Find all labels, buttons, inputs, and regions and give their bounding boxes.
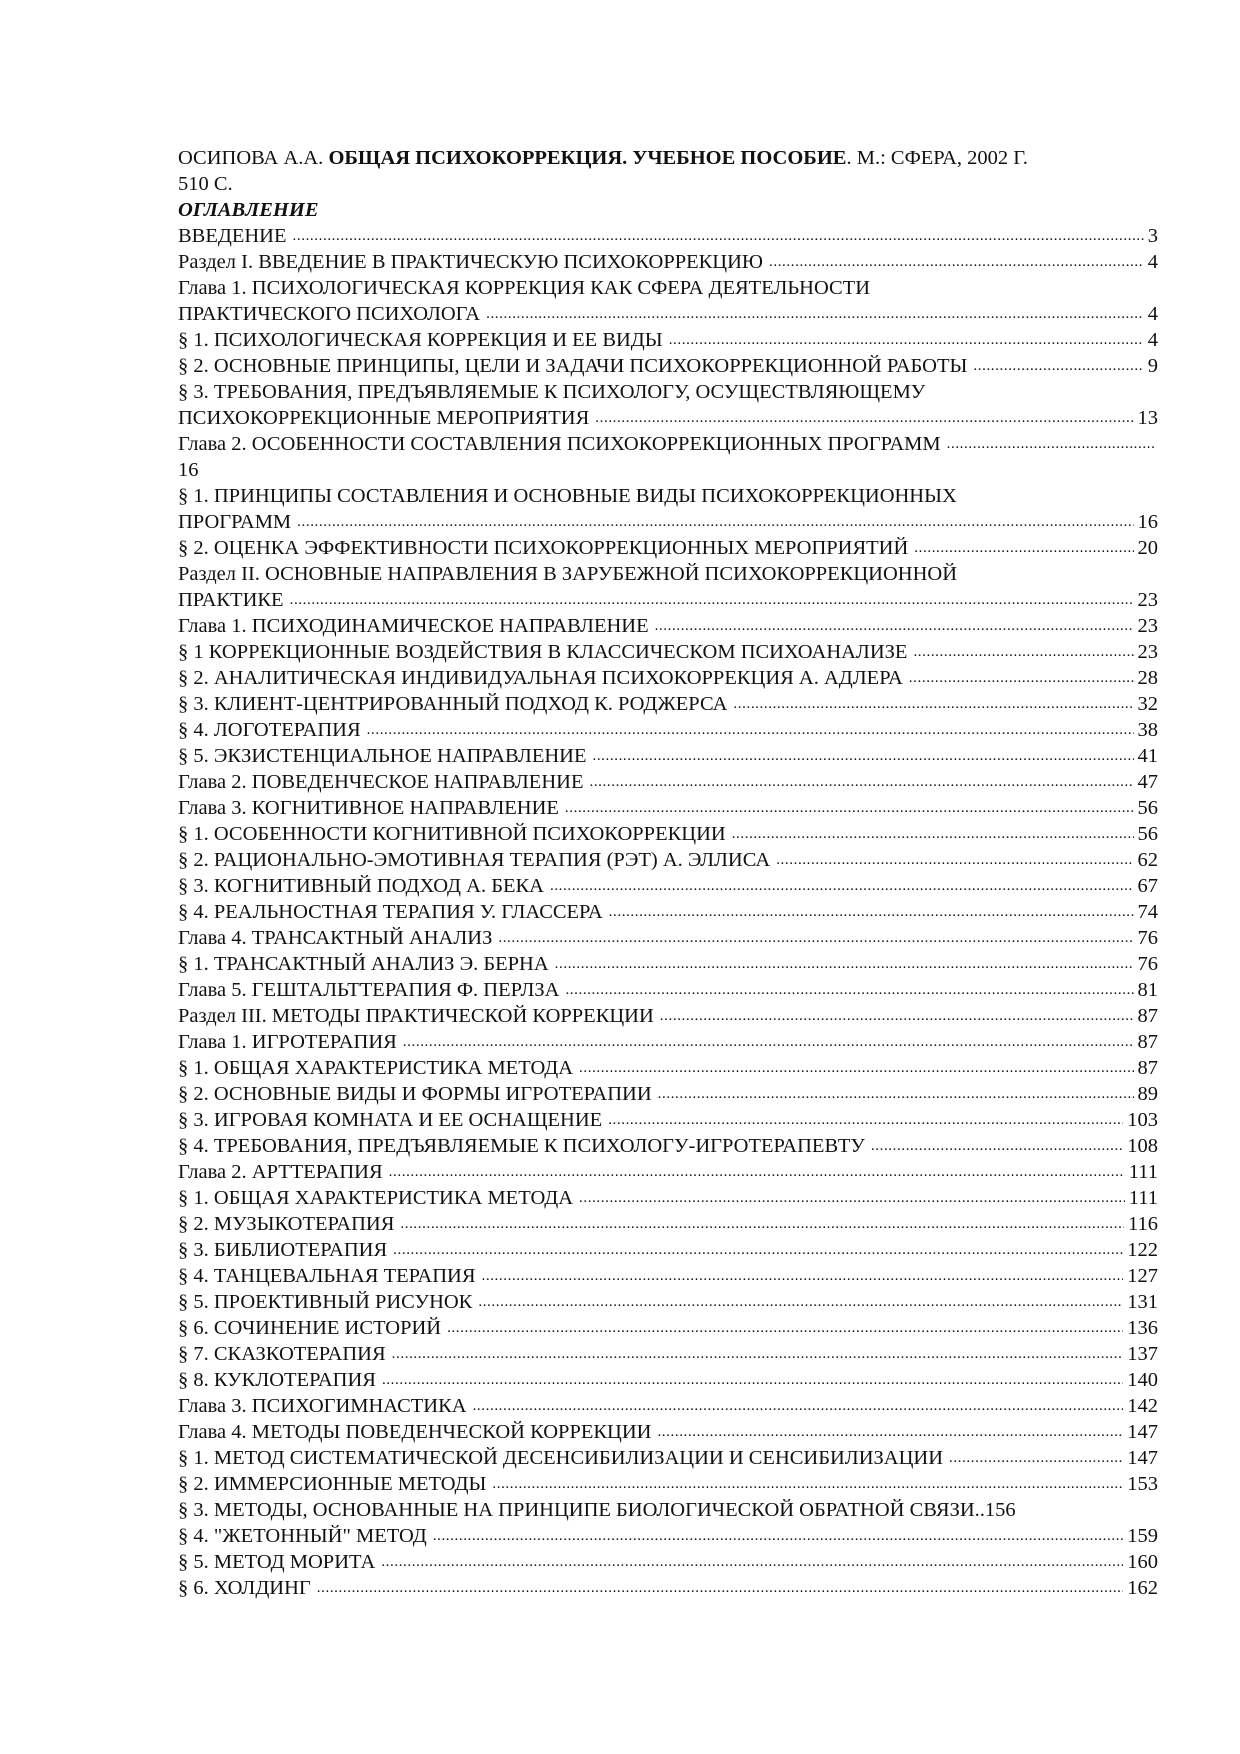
dot-leader — [589, 769, 1133, 795]
publication-info: . М.: СФЕРА, 2002 Г. — [846, 147, 1028, 169]
toc-entry-row — [178, 1081, 1158, 1107]
toc-entry-title: Глава 5. ГЕШТАЛЬТТЕРАПИЯ Ф. ПЕРЛЗА — [178, 979, 560, 1001]
dot-leader — [381, 1549, 1123, 1575]
toc-entry — [178, 353, 1158, 379]
toc-entry-title: § 2. ОСНОВНЫЕ ВИДЫ И ФОРМЫ ИГРОТЕРАПИИ — [178, 1083, 652, 1105]
toc-entry-row — [178, 639, 1158, 665]
toc-entry-page: 23 — [1137, 589, 1158, 611]
toc-entry-page: 137 — [1127, 1343, 1158, 1365]
dot-leader — [290, 587, 1134, 613]
dot-leader — [769, 249, 1144, 275]
toc-entry-row — [178, 821, 1158, 847]
dot-leader — [297, 509, 1133, 535]
toc-entry-row — [178, 925, 1158, 951]
toc-entry-page: 23 — [1137, 615, 1158, 637]
toc-entry-row — [178, 431, 1158, 457]
toc-entry-title: ПРАКТИЧЕСКОГО ПСИХОЛОГА — [178, 303, 481, 325]
toc-entry — [178, 743, 1158, 769]
toc-entry-row — [178, 951, 1158, 977]
toc-entry-row — [178, 1471, 1158, 1497]
toc-entry-title-line1: Глава 1. ПСИХОЛОГИЧЕСКАЯ КОРРЕКЦИЯ КАК СФЕРА ДЕЯТЕЛЬНОСТИ — [178, 277, 870, 299]
dot-leader — [293, 223, 1144, 249]
dot-leader — [733, 691, 1133, 717]
toc-entry-page: 147 — [1127, 1421, 1158, 1443]
dot-leader — [973, 353, 1143, 379]
toc-entry — [178, 847, 1158, 873]
toc-entry-page: 153 — [1127, 1473, 1158, 1495]
dot-leader — [871, 1133, 1123, 1159]
toc-entry-title: § 3. ИГРОВАЯ КОМНАТА И ЕЕ ОСНАЩЕНИЕ — [178, 1109, 603, 1131]
toc-entry-page: 136 — [1127, 1317, 1158, 1339]
toc-entry-row — [178, 977, 1158, 1003]
toc-entry-page: 147 — [1127, 1447, 1158, 1469]
page-content — [178, 145, 1158, 1601]
toc-entry — [178, 483, 1158, 535]
toc-entry-page: 28 — [1137, 667, 1158, 689]
toc-entry — [178, 1003, 1158, 1029]
toc-entry-title: § 1. МЕТОД СИСТЕМАТИЧЕСКОЙ ДЕСЕНСИБИЛИЗАЦИИ И СЕНСИБИЛИЗАЦИИ — [178, 1447, 943, 1469]
dot-leader — [550, 873, 1134, 899]
toc-entry-row — [178, 509, 1158, 535]
toc-entry-title: Раздел I. ВВЕДЕНИЕ В ПРАКТИЧЕСКУЮ ПСИХОКОРРЕКЦИЮ — [178, 251, 763, 273]
toc-entry — [178, 1393, 1158, 1419]
toc-entry-title: Глава 2. ПОВЕДЕНЧЕСКОЕ НАПРАВЛЕНИЕ — [178, 771, 584, 793]
toc-entry-row — [178, 847, 1158, 873]
toc-entry-page: 89 — [1137, 1083, 1158, 1105]
toc-entry-row — [178, 1159, 1158, 1185]
toc-entry — [178, 249, 1158, 275]
toc-entry-row — [178, 249, 1158, 275]
toc-entry-row — [178, 769, 1158, 795]
toc-entry-page: 16 — [178, 459, 199, 481]
toc-entry-title: § 2. ОСНОВНЫЕ ПРИНЦИПЫ, ЦЕЛИ И ЗАДАЧИ ПСИХОКОРРЕКЦИОННОЙ РАБОТЫ — [178, 355, 968, 377]
toc-entry-page: 20 — [1137, 537, 1158, 559]
dot-leader — [382, 1367, 1123, 1393]
toc-entry-title: § 1. ОСОБЕННОСТИ КОГНИТИВНОЙ ПСИХОКОРРЕКЦИИ — [178, 823, 726, 845]
toc-entry-page: 142 — [1127, 1395, 1158, 1417]
toc-entry-row — [178, 301, 1158, 327]
toc-heading: ОГЛАВЛЕНИЕ — [178, 199, 319, 221]
toc-entry-page: 76 — [1137, 927, 1158, 949]
toc-entry — [178, 1523, 1158, 1549]
toc-entry-row — [178, 613, 1158, 639]
dot-leader — [447, 1315, 1123, 1341]
toc-entry — [178, 1185, 1158, 1211]
toc-entry-row — [178, 1549, 1158, 1575]
toc-entry-row — [178, 405, 1158, 431]
toc-entry — [178, 1341, 1158, 1367]
dot-leader — [389, 1159, 1125, 1185]
toc-entry-page: 16 — [1137, 511, 1158, 533]
toc-entry — [178, 379, 1158, 431]
toc-entry-row — [178, 1185, 1158, 1211]
toc-entry — [178, 951, 1158, 977]
toc-entry-page: 162 — [1127, 1577, 1158, 1599]
toc-entry — [178, 795, 1158, 821]
toc-entry — [178, 1497, 1158, 1523]
toc-entry-page: 4 — [1147, 303, 1158, 325]
toc-entry — [178, 1107, 1158, 1133]
dot-leader — [669, 327, 1144, 353]
dot-leader — [658, 1081, 1134, 1107]
dot-leader — [473, 1393, 1124, 1419]
toc-entry-title: § 3. КОГНИТИВНЫЙ ПОДХОД А. БЕКА — [178, 875, 544, 897]
toc-entry — [178, 1471, 1158, 1497]
toc-entry-row — [178, 1289, 1158, 1315]
bibliographic-header — [178, 145, 1158, 197]
toc-entry — [178, 1133, 1158, 1159]
toc-entry-page: 111 — [1128, 1161, 1158, 1183]
toc-entry-row — [178, 1029, 1158, 1055]
dot-leader — [317, 1575, 1123, 1601]
dot-leader — [660, 1003, 1134, 1029]
toc-entry-title: § 5. ЭКЗИСТЕНЦИАЛЬНОЕ НАПРАВЛЕНИЕ — [178, 745, 587, 767]
toc-entry-page: 87 — [1137, 1057, 1158, 1079]
toc-entry-title: Глава 4. МЕТОДЫ ПОВЕДЕНЧЕСКОЙ КОРРЕКЦИИ — [178, 1421, 652, 1443]
toc-entry-row — [178, 587, 1158, 613]
toc-entry-row — [178, 899, 1158, 925]
toc-entry-title: Раздел III. МЕТОДЫ ПРАКТИЧЕСКОЙ КОРРЕКЦИИ — [178, 1005, 654, 1027]
toc-entry-title: Глава 2. АРТТЕРАПИЯ — [178, 1161, 383, 1183]
toc-entry-page: 76 — [1137, 953, 1158, 975]
toc-entry-title: Глава 3. ПСИХОГИМНАСТИКА — [178, 1395, 467, 1417]
toc-entry-title: Глава 2. ОСОБЕННОСТИ СОСТАВЛЕНИЯ ПСИХОКОРРЕКЦИОННЫХ ПРОГРАММ — [178, 433, 941, 455]
dot-leader — [913, 639, 1133, 665]
toc-entry — [178, 561, 1158, 613]
toc-entry-page: 156 — [984, 1499, 1016, 1521]
toc-entry-row — [178, 665, 1158, 691]
toc-entry-page: 4 — [1147, 329, 1158, 351]
toc-entry-page: 38 — [1137, 719, 1158, 741]
toc-entry-page: 3 — [1147, 225, 1158, 247]
toc-entry-title: § 3. МЕТОДЫ, ОСНОВАННЫЕ НА ПРИНЦИПЕ БИОЛОГИЧЕСКОЙ ОБРАТНОЙ СВЯЗИ.. — [178, 1499, 985, 1521]
dot-leader — [565, 977, 1133, 1003]
toc-entry-row — [178, 1133, 1158, 1159]
toc-entry-title: § 5. ПРОЕКТИВНЫЙ РИСУНОК — [178, 1291, 473, 1313]
toc-entry-page: 140 — [1127, 1369, 1158, 1391]
toc-entry-title: Глава 1. ПСИХОДИНАМИЧЕСКОЕ НАПРАВЛЕНИЕ — [178, 615, 649, 637]
toc-entry-title-line1: Раздел II. ОСНОВНЫЕ НАПРАВЛЕНИЯ В ЗАРУБЕЖНОЙ ПСИХОКОРРЕКЦИОННОЙ — [178, 563, 957, 585]
dot-leader — [655, 613, 1134, 639]
toc-entry-row — [178, 1263, 1158, 1289]
toc-entry-page: 103 — [1127, 1109, 1158, 1131]
toc-entry-title: § 8. КУКЛОТЕРАПИЯ — [178, 1369, 376, 1391]
dot-leader — [657, 1419, 1123, 1445]
toc-entry-page: 41 — [1137, 745, 1158, 767]
toc-entry — [178, 1055, 1158, 1081]
toc-entry-row — [178, 223, 1158, 249]
toc-entry-title: § 2. ИММЕРСИОННЫЕ МЕТОДЫ — [178, 1473, 487, 1495]
dot-leader — [776, 847, 1133, 873]
toc-entry-page: 108 — [1127, 1135, 1158, 1157]
toc-entry-title: § 1. ОБЩАЯ ХАРАКТЕРИСТИКА МЕТОДА — [178, 1057, 574, 1079]
toc-entry-row — [178, 535, 1158, 561]
toc-entry-row — [178, 1055, 1158, 1081]
toc-entry — [178, 223, 1158, 249]
toc-entry-title: § 1. ПСИХОЛОГИЧЕСКАЯ КОРРЕКЦИЯ И ЕЕ ВИДЫ — [178, 329, 663, 351]
dot-leader — [367, 717, 1134, 743]
dot-leader — [947, 431, 1154, 457]
toc-entry — [178, 1367, 1158, 1393]
toc-entry-row — [178, 353, 1158, 379]
dot-leader — [400, 1211, 1124, 1237]
toc-entry-row — [178, 717, 1158, 743]
toc-entry-title: § 4. ТАНЦЕВАЛЬНАЯ ТЕРАПИЯ — [178, 1265, 476, 1287]
toc-entry-title: § 5. МЕТОД МОРИТА — [178, 1551, 376, 1573]
toc-entry-title: § 6. СОЧИНЕНИЕ ИСТОРИЙ — [178, 1317, 442, 1339]
toc-entry — [178, 639, 1158, 665]
dot-leader — [478, 1289, 1123, 1315]
toc-entry-row — [178, 1523, 1158, 1549]
toc-entry-row — [178, 1315, 1158, 1341]
toc-entry-title: ПСИХОКОРРЕКЦИОННЫЕ МЕРОПРИЯТИЯ — [178, 407, 590, 429]
toc-entry-page: 56 — [1137, 797, 1158, 819]
toc-entry-row — [178, 691, 1158, 717]
toc-entry — [178, 431, 1158, 483]
toc-entry — [178, 1315, 1158, 1341]
dot-leader — [498, 925, 1133, 951]
toc-entry-title: § 2. АНАЛИТИЧЕСКАЯ ИНДИВИДУАЛЬНАЯ ПСИХОКОРРЕКЦИЯ А. АДЛЕРА — [178, 667, 903, 689]
dot-leader — [608, 1107, 1123, 1133]
toc-entry-page: 122 — [1127, 1239, 1158, 1261]
toc-entry-title: § 1. ОБЩАЯ ХАРАКТЕРИСТИКА МЕТОДА — [178, 1187, 574, 1209]
dot-leader — [403, 1029, 1134, 1055]
toc-entry-page: 87 — [1137, 1005, 1158, 1027]
toc-entry-title: ПРОГРАММ — [178, 511, 292, 533]
toc-entry-row — [178, 743, 1158, 769]
toc-entry — [178, 1263, 1158, 1289]
dot-leader — [482, 1263, 1124, 1289]
toc-entry-title: § 2. ОЦЕНКА ЭФФЕКТИВНОСТИ ПСИХОКОРРЕКЦИОННЫХ МЕРОПРИЯТИЙ — [178, 537, 909, 559]
toc-entry-page: 47 — [1137, 771, 1158, 793]
toc-entry-title: § 3. БИБЛИОТЕРАПИЯ — [178, 1239, 388, 1261]
toc-entry — [178, 821, 1158, 847]
toc-entry — [178, 899, 1158, 925]
book-title: ОБЩАЯ ПСИХОКОРРЕКЦИЯ. УЧЕБНОЕ ПОСОБИЕ — [328, 147, 847, 169]
toc-entry-title: § 1. ТРАНСАКТНЫЙ АНАЛИЗ Э. БЕРНА — [178, 953, 549, 975]
toc-entry-row — [178, 1367, 1158, 1393]
dot-leader — [492, 1471, 1123, 1497]
dot-leader — [579, 1055, 1133, 1081]
toc-entry-page: 56 — [1137, 823, 1158, 845]
dot-leader — [914, 535, 1133, 561]
page-count: 510 С. — [178, 173, 233, 195]
toc-entry-page: 67 — [1137, 875, 1158, 897]
toc-entry-title: Глава 1. ИГРОТЕРАПИЯ — [178, 1031, 397, 1053]
toc-entry — [178, 1289, 1158, 1315]
toc-entry — [178, 1081, 1158, 1107]
toc-entry-page: 9 — [1147, 355, 1158, 377]
toc-entry — [178, 275, 1158, 327]
toc-entry-row — [178, 1003, 1158, 1029]
toc-entry-row — [178, 1393, 1158, 1419]
toc-entry — [178, 691, 1158, 717]
dot-leader — [393, 1237, 1123, 1263]
toc-entry-title: Глава 4. ТРАНСАКТНЫЙ АНАЛИЗ — [178, 927, 493, 949]
toc-entry — [178, 1237, 1158, 1263]
dot-leader — [732, 821, 1134, 847]
dot-leader — [565, 795, 1134, 821]
toc-entry-title: § 6. ХОЛДИНГ — [178, 1577, 311, 1599]
toc-entry-title: ВВЕДЕНИЕ — [178, 225, 287, 247]
toc-entry-page: 4 — [1147, 251, 1158, 273]
toc-entry-page: 159 — [1127, 1525, 1158, 1547]
toc-entry — [178, 1445, 1158, 1471]
toc-entry-page: 116 — [1128, 1213, 1158, 1235]
toc-entry-page: 81 — [1137, 979, 1158, 1001]
toc-entry-row — [178, 1445, 1158, 1471]
toc-entry-row — [178, 873, 1158, 899]
toc-entry-title: § 4. РЕАЛЬНОСТНАЯ ТЕРАПИЯ У. ГЛАССЕРА — [178, 901, 603, 923]
toc-entry-title: § 4. ТРЕБОВАНИЯ, ПРЕДЪЯВЛЯЕМЫЕ К ПСИХОЛОГУ-ИГРОТЕРАПЕВТУ — [178, 1135, 865, 1157]
toc-entry — [178, 1029, 1158, 1055]
dot-leader — [579, 1185, 1125, 1211]
toc-entry-title: ПРАКТИКЕ — [178, 589, 284, 611]
toc-entry — [178, 717, 1158, 743]
toc-entry — [178, 873, 1158, 899]
dot-leader — [909, 665, 1134, 691]
toc-entry-row — [178, 327, 1158, 353]
toc-entry — [178, 1419, 1158, 1445]
toc-entry-title: § 7. СКАЗКОТЕРАПИЯ — [178, 1343, 386, 1365]
dot-leader — [555, 951, 1134, 977]
toc-entry — [178, 613, 1158, 639]
toc-entry-page: 131 — [1127, 1291, 1158, 1313]
toc-entry-title: § 1 КОРРЕКЦИОННЫЕ ВОЗДЕЙСТВИЯ В КЛАССИЧЕСКОМ ПСИХОАНАЛИЗЕ — [178, 641, 908, 663]
toc-entry-page: 111 — [1128, 1187, 1158, 1209]
toc-entry-title: Глава 3. КОГНИТИВНОЕ НАПРАВЛЕНИЕ — [178, 797, 559, 819]
dot-leader — [486, 301, 1144, 327]
toc-entry-row — [178, 1341, 1158, 1367]
toc-entry-row — [178, 1107, 1158, 1133]
toc-entry-row — [178, 795, 1158, 821]
toc-entry-page: 23 — [1137, 641, 1158, 663]
toc-entry-title-line1: § 1. ПРИНЦИПЫ СОСТАВЛЕНИЯ И ОСНОВНЫЕ ВИДЫ ПСИХОКОРРЕКЦИОННЫХ — [178, 485, 957, 507]
toc-entry-row — [178, 1237, 1158, 1263]
toc-entry-title-line1: § 3. ТРЕБОВАНИЯ, ПРЕДЪЯВЛЯЕМЫЕ К ПСИХОЛОГУ, ОСУЩЕСТВЛЯЮЩЕМУ — [178, 381, 926, 403]
toc-entry — [178, 1575, 1158, 1601]
dot-leader — [949, 1445, 1123, 1471]
dot-leader — [609, 899, 1134, 925]
toc-entry — [178, 665, 1158, 691]
toc-entry — [178, 925, 1158, 951]
toc-entry — [178, 1159, 1158, 1185]
toc-entry-page: 160 — [1127, 1551, 1158, 1573]
toc-entry-page: 13 — [1137, 407, 1158, 429]
toc-entry-title: § 2. МУЗЫКОТЕРАПИЯ — [178, 1213, 395, 1235]
toc-entry-title: § 2. РАЦИОНАЛЬНО-ЭМОТИВНАЯ ТЕРАПИЯ (РЭТ) А. ЭЛЛИСА — [178, 849, 771, 871]
toc-entry — [178, 1549, 1158, 1575]
toc-entry — [178, 327, 1158, 353]
toc-entry-row — [178, 1211, 1158, 1237]
toc-entry-page: 32 — [1137, 693, 1158, 715]
toc-entry — [178, 769, 1158, 795]
toc-entry-row — [178, 1497, 1158, 1523]
dot-leader — [392, 1341, 1124, 1367]
toc-entry-title: § 4. ЛОГОТЕРАПИЯ — [178, 719, 361, 741]
table-of-contents — [178, 223, 1158, 1601]
toc-entry-page: 62 — [1137, 849, 1158, 871]
dot-leader — [433, 1523, 1124, 1549]
dot-leader — [592, 743, 1133, 769]
toc-entry-page: 87 — [1137, 1031, 1158, 1053]
toc-entry — [178, 1211, 1158, 1237]
toc-entry-title: § 3. КЛИЕНТ-ЦЕНТРИРОВАННЫЙ ПОДХОД К. РОДЖЕРСА — [178, 693, 728, 715]
toc-entry-row — [178, 1419, 1158, 1445]
toc-entry-page: 74 — [1137, 901, 1158, 923]
toc-entry — [178, 535, 1158, 561]
toc-entry — [178, 977, 1158, 1003]
toc-entry-row — [178, 1575, 1158, 1601]
toc-entry-page: 127 — [1127, 1265, 1158, 1287]
dot-leader — [595, 405, 1133, 431]
toc-entry-title: § 4. "ЖЕТОННЫЙ" МЕТОД — [178, 1525, 427, 1547]
author: ОСИПОВА А.А. — [178, 147, 329, 169]
